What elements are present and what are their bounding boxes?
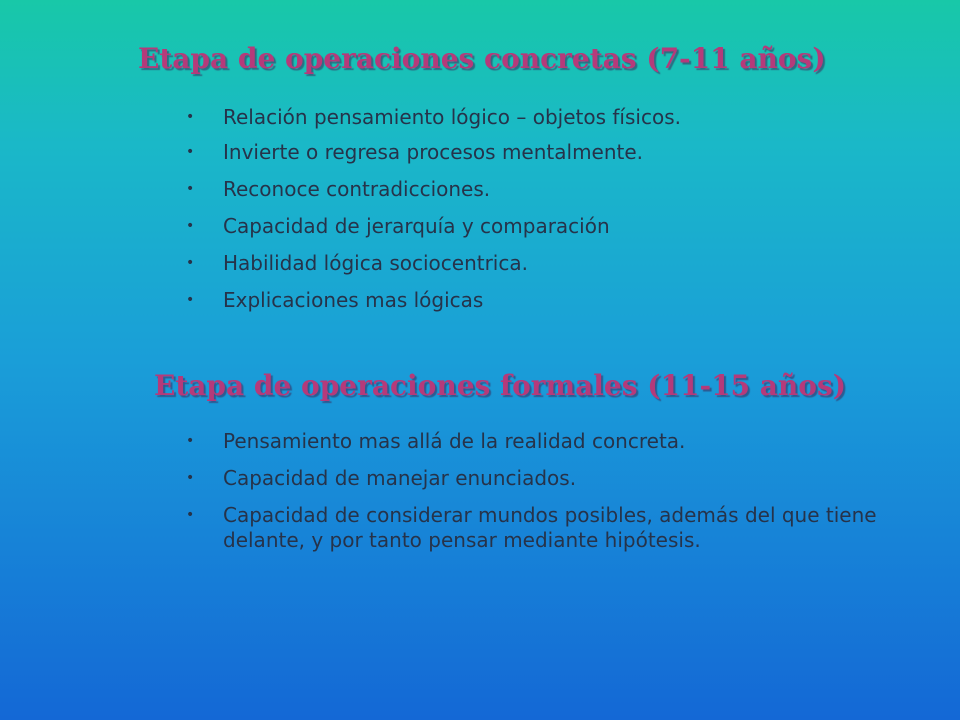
bullet-icon: •	[186, 218, 195, 234]
bullet-icon: •	[186, 144, 195, 160]
list-item	[186, 503, 906, 553]
bullet-list-formal-operations	[186, 429, 906, 565]
list-item	[186, 251, 706, 276]
list-item-text: Capacidad de jerarquía y comparación	[223, 214, 610, 238]
list-item-text: Capacidad de manejar enunciados.	[223, 466, 577, 490]
list-item-text: Invierte o regresa procesos mentalmente.	[223, 140, 644, 164]
list-item-text: Habilidad lógica sociocentrica.	[223, 251, 528, 275]
bullet-icon: •	[186, 292, 195, 308]
section-heading-concrete-operations: Etapa de operaciones concretas (7-11 años)	[138, 42, 826, 75]
bullet-icon: •	[186, 433, 195, 449]
bullet-icon: •	[186, 507, 195, 523]
list-item	[186, 177, 706, 202]
list-item	[186, 466, 906, 491]
list-item	[186, 288, 706, 313]
section-heading-formal-operations: Etapa de operaciones formales (11-15 años)	[154, 369, 846, 402]
bullet-icon: •	[186, 181, 195, 197]
list-item-text: Capacidad de considerar mundos posibles, además del que tiene delante, y por tanto pensar mediante hipótesis.	[223, 503, 877, 552]
list-item-text: Relación pensamiento lógico – objetos físicos.	[223, 105, 681, 129]
bullet-list-concrete-operations	[186, 105, 706, 325]
list-item-text: Explicaciones mas lógicas	[223, 288, 484, 312]
list-item	[186, 105, 703, 130]
list-item	[186, 140, 706, 165]
list-item-text: Reconoce contradicciones.	[223, 177, 491, 201]
bullet-icon: •	[186, 470, 195, 486]
list-item	[186, 429, 906, 454]
list-item	[186, 214, 706, 239]
list-item-text: Pensamiento mas allá de la realidad concreta.	[223, 429, 686, 453]
bullet-icon: •	[186, 109, 195, 125]
bullet-icon: •	[186, 255, 195, 271]
